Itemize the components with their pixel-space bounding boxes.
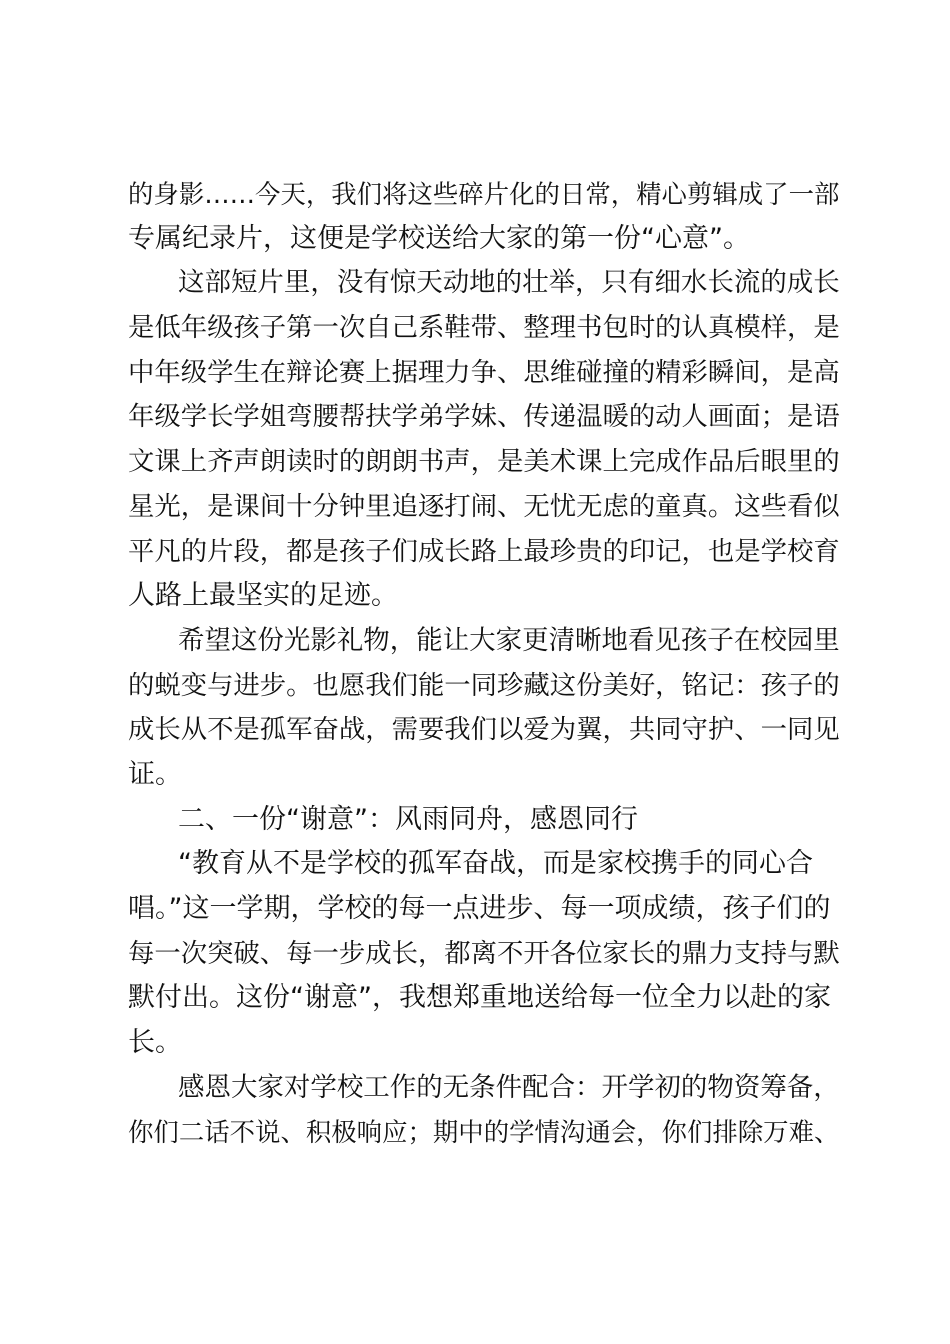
text-line: 的蜕变与进步。也愿我们能一同珍藏这份美好，铭记：孩子的 <box>128 670 840 701</box>
text-line: 这部短片里，没有惊天动地的壮举，只有细水长流的成长 <box>178 267 840 299</box>
text-line: 星光，是课间十分钟里追逐打闹、无忧无虑的童真。这些看似 <box>128 491 840 522</box>
text-line: 是低年级孩子第一次自己系鞋带、整理书包时的认真模样，是 <box>128 313 840 344</box>
text-line: 证。 <box>128 758 182 790</box>
text-line: 每一次突破、每一步成长，都离不开各位家长的鼎力支持与默 <box>128 938 840 969</box>
text-line: 的身影……今天，我们将这些碎片化的日常，精心剪辑成了一部 <box>128 179 840 209</box>
text-line: 长。 <box>128 1027 182 1059</box>
text-line: 专属纪录片，这便是学校送给大家的第一份“心意”。 <box>128 222 750 254</box>
text-line: 感恩大家对学校工作的无条件配合：开学初的物资筹备， <box>178 1071 840 1103</box>
document-body <box>128 172 840 1155</box>
text-line: 成长从不是孤军奋战，需要我们以爱为翼，共同守护、一同见 <box>128 715 840 746</box>
text-line: 人路上最坚实的足迹。 <box>128 580 398 612</box>
text-line: 二、一份“谢意”：风雨同舟，感恩同行 <box>178 803 638 835</box>
text-line: 你们二话不说、积极响应；期中的学情沟通会，你们排除万难、 <box>128 1117 840 1148</box>
text-line: 希望这份光影礼物，能让大家更清晰地看见孩子在校园里 <box>178 624 840 656</box>
text-line: 唱。”这一学期，学校的每一点进步、每一项成绩，孩子们的 <box>128 893 831 924</box>
text-line: 文课上齐声朗读时的朗朗书声，是美术课上完成作品后眼里的 <box>128 447 840 478</box>
text-line: 平凡的片段，都是孩子们成长路上最珍贵的印记，也是学校育 <box>128 536 840 567</box>
text-line: 默付出。这份“谢意”，我想郑重地送给每一位全力以赴的家 <box>128 982 831 1014</box>
text-line: “教育从不是学校的孤军奋战，而是家校携手的同心合 <box>178 848 813 880</box>
text-line: 中年级学生在辩论赛上据理力争、思维碰撞的精彩瞬间，是高 <box>128 357 840 388</box>
text-line: 年级学长学姐弯腰帮扶学弟学妹、传递温暖的动人画面；是语 <box>128 402 840 433</box>
